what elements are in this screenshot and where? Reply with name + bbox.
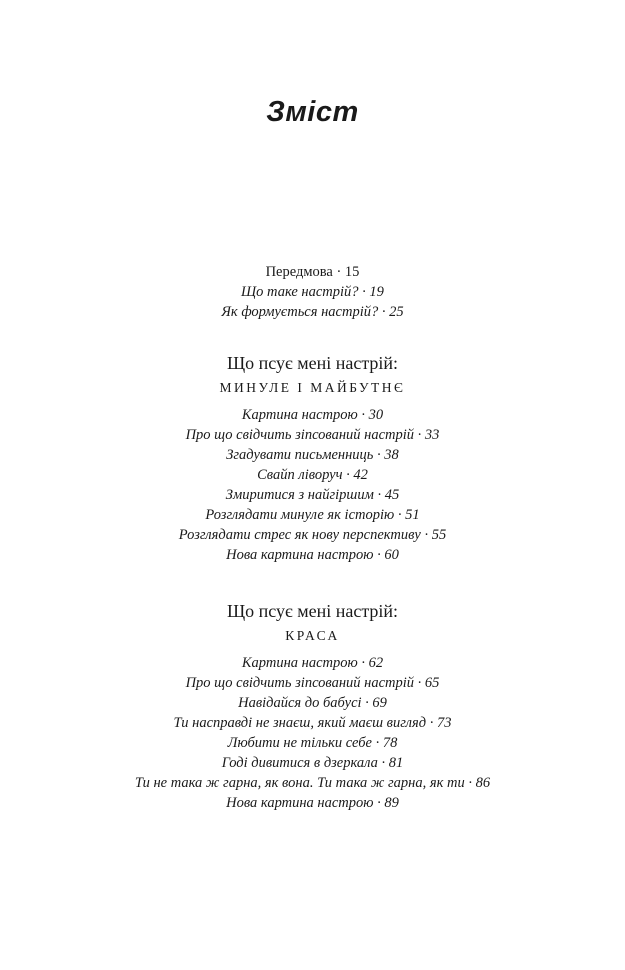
section-beauty [0,600,625,813]
toc-entry: Навідайся до бабусі · 69 [238,695,387,711]
section-heading: Що псує мені настрій: [226,353,399,373]
section-past-future [0,352,625,565]
toc-entry: Згадувати письменниць · 38 [226,447,399,463]
toc-entry: Нова картина настрою · 89 [226,795,399,811]
toc-entry: Ти не така ж гарна, як вона. Ти така ж гарна, як ти · 86 [134,775,491,791]
intro-list [0,262,625,322]
toc-entry: Картина настрою · 62 [241,655,384,671]
section-heading: Що псує мені настрій: [226,601,399,621]
toc-entry: Ти насправді не знаєш, який маєш вигляд · 73 [173,715,452,731]
toc-entry: Годі дивитися в дзеркала · 81 [221,755,404,771]
toc-entry: Змиритися з найгіршим · 45 [225,487,400,503]
toc-entry: Любити не тільки себе · 78 [227,735,398,751]
toc-entry: Про що свідчить зіпсований настрій · 65 [185,675,440,691]
toc-entry: Як формується настрій? · 25 [221,304,404,320]
toc-entry: Нова картина настрою · 60 [226,547,399,563]
toc-entry: Свайп ліворуч · 42 [257,467,368,483]
section-subheading: КРАСА [285,628,340,643]
toc-entry: Про що свідчить зіпсований настрій · 33 [185,427,440,443]
page-title: Зміст [266,96,359,128]
section-subheading: МИНУЛЕ І МАЙБУТНЄ [219,380,406,395]
toc-entry: Розглядати стрес як нову перспективу · 55 [178,527,447,543]
toc-entry: Картина настрою · 30 [241,407,384,423]
toc-entry: Передмова · 15 [265,264,360,280]
toc-entry: Розглядати минуле як історію · 51 [205,507,420,523]
toc-entry: Що таке настрій? · 19 [241,284,384,300]
